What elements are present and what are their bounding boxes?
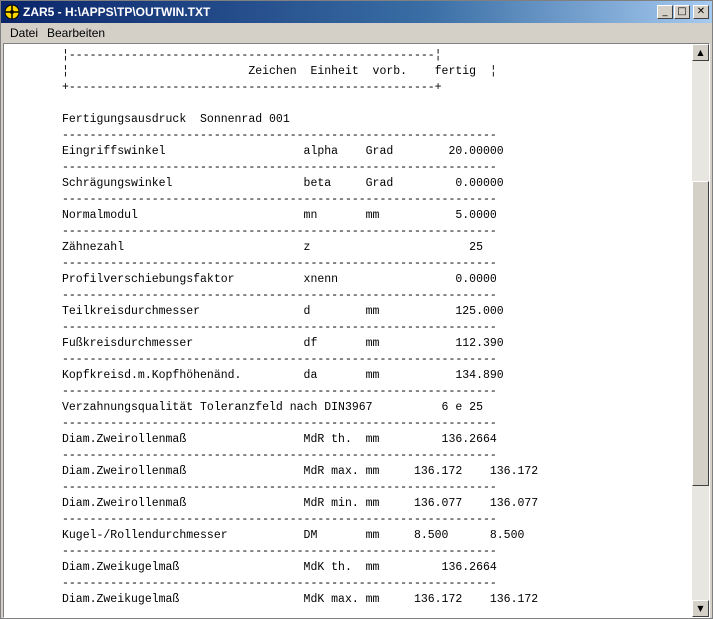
document-text: ¦-----------------------------------------------------¦ ¦ Zeichen Einheit vorb. fertig ¦ +-----------------------------------------------------+ Fertigungsausdruck Sonnenrad 001 --------------------------------------------------------------- Eingriffswinkel alpha Grad 20.00000 --------------------------------------------------------------- Schrägungswinkel beta Grad 0.00000 --------------------------------------------------------------- Normalmodul mn mm 5.0000 --------------------------------------------------------------- Zähnezahl z 25 --------------------------------------------------------------- Profilverschiebungsfaktor xnenn 0.0000 --------------------------------------------------------------- Teilkreisdurchmesser d mm 125.000 --------------------------------------------------------------- Fußkreisdurchmesser df mm 112.390 --------------------------------------------------------------- Kopfkreisd.m.Kopfhöhenänd. da mm 134.890 --------------------------------------------------------------- Verzahnungsqualität Toleranzfeld nach DIN3967 6 e 25 --------------------------------------------------------------- Diam.Zweirollenmaß MdR th. mm 136.2664 --------------------------------------------------------------- Diam.Zweirollenmaß MdR max. mm 136.172 136.172 --------------------------------------------------------------- Diam.Zweirollenmaß MdR min. mm 136.077 136.077 --------------------------------------------------------------- Kugel-/Rollendurchmesser DM mm 8.500 8.500 --------------------------------------------------------------- Diam.Zweikugelmaß MdK th. mm 136.2664 --------------------------------------------------------------- Diam.Zweikugelmaß MdK max. mm 136.172 136.172 bbox=[62, 49, 539, 606]
scroll-thumb[interactable] bbox=[692, 181, 709, 486]
menu-bearbeiten[interactable]: Bearbeiten bbox=[47, 26, 106, 40]
text-view bbox=[3, 43, 710, 618]
app-icon[interactable] bbox=[4, 4, 20, 20]
menu-bar bbox=[1, 23, 712, 42]
close-button[interactable]: ✕ bbox=[693, 5, 709, 19]
maximize-button[interactable]: □ bbox=[674, 5, 690, 19]
title-bar[interactable] bbox=[1, 1, 712, 23]
document-area[interactable] bbox=[4, 44, 691, 617]
scroll-down-button[interactable]: ▼ bbox=[692, 600, 709, 617]
scroll-up-button[interactable]: ▲ bbox=[692, 44, 709, 61]
window-title: ZAR5 - H:\APPS\TP\OUTWIN.TXT bbox=[23, 5, 211, 19]
menu-datei[interactable]: Datei bbox=[10, 26, 39, 40]
vertical-scrollbar[interactable] bbox=[692, 44, 709, 617]
minimize-button[interactable]: _ bbox=[657, 5, 673, 19]
